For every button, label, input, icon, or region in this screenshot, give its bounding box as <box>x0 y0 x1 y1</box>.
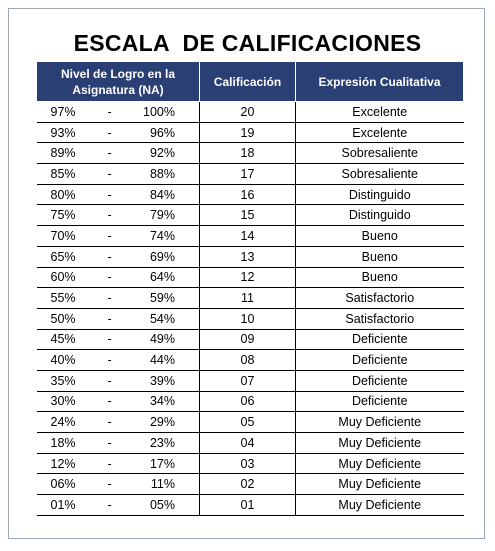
expression-cell: Distinguido <box>296 184 464 205</box>
range-dash: - <box>107 125 112 140</box>
table-row <box>37 122 464 143</box>
range-dash: - <box>107 477 112 492</box>
grade-cell: 20 <box>200 102 296 123</box>
table-row <box>37 329 464 350</box>
range-cell <box>37 184 200 205</box>
range-cell <box>37 226 200 247</box>
range-dash: - <box>107 497 112 512</box>
range-cell <box>37 474 200 495</box>
expression-cell: Excelente <box>296 122 464 143</box>
range-high: 23% <box>149 435 175 450</box>
range-high: 44% <box>149 353 175 368</box>
table-row <box>37 453 464 474</box>
expression-cell: Muy Deficiente <box>296 474 464 495</box>
table-body <box>37 102 464 516</box>
grade-cell: 10 <box>200 308 296 329</box>
range-low: 24% <box>50 415 76 430</box>
range-dash: - <box>107 208 112 223</box>
range-high: 92% <box>149 146 175 161</box>
range-high: 49% <box>149 332 175 347</box>
page-title: ESCALA DE CALIFICACIONES <box>73 30 422 56</box>
range-high: 79% <box>149 208 175 223</box>
table-row <box>37 226 464 247</box>
expression-cell: Bueno <box>296 226 464 247</box>
table-row <box>37 184 464 205</box>
table-header-row <box>37 62 464 102</box>
table-row <box>37 350 464 371</box>
range-dash: - <box>107 291 112 306</box>
range-high: 69% <box>149 249 175 264</box>
expression-cell: Deficiente <box>296 350 464 371</box>
grade-cell: 06 <box>200 391 296 412</box>
range-cell <box>37 288 200 309</box>
range-low: 60% <box>50 270 76 285</box>
grade-cell: 15 <box>200 205 296 226</box>
table-row <box>37 495 464 516</box>
range-low: 70% <box>50 228 76 243</box>
range-dash: - <box>107 311 112 326</box>
grade-cell: 07 <box>200 370 296 391</box>
expression-cell: Satisfactorio <box>296 308 464 329</box>
range-high: 54% <box>149 311 175 326</box>
range-cell <box>37 495 200 516</box>
table-row <box>37 102 464 123</box>
range-high: 96% <box>149 125 175 140</box>
range-high: 100% <box>143 104 175 119</box>
grade-cell: 18 <box>200 143 296 164</box>
range-cell <box>37 164 200 185</box>
range-dash: - <box>107 228 112 243</box>
range-high: 39% <box>149 373 175 388</box>
range-cell <box>37 391 200 412</box>
range-high: 05% <box>149 497 175 512</box>
range-low: 18% <box>50 435 76 450</box>
expression-cell: Bueno <box>296 246 464 267</box>
table-row <box>37 474 464 495</box>
table-row <box>37 143 464 164</box>
range-high: 88% <box>149 166 175 181</box>
expression-cell: Satisfactorio <box>296 288 464 309</box>
table-row <box>37 288 464 309</box>
grade-cell: 12 <box>200 267 296 288</box>
expression-cell: Deficiente <box>296 329 464 350</box>
range-cell <box>37 267 200 288</box>
table-row <box>37 391 464 412</box>
range-high: 84% <box>149 187 175 202</box>
table-row <box>37 412 464 433</box>
grade-cell: 09 <box>200 329 296 350</box>
range-low: 89% <box>50 146 76 161</box>
range-low: 40% <box>50 353 76 368</box>
expression-cell: Muy Deficiente <box>296 495 464 516</box>
range-low: 75% <box>50 208 76 223</box>
header-expression: Expresión Cualitativa <box>296 62 464 102</box>
expression-cell: Sobresaliente <box>296 143 464 164</box>
range-cell <box>37 370 200 391</box>
range-low: 65% <box>50 249 76 264</box>
range-dash: - <box>107 104 112 119</box>
grade-cell: 08 <box>200 350 296 371</box>
range-low: 85% <box>50 166 76 181</box>
header-range: Nivel de Logro en la Asignatura (NA) <box>37 62 200 102</box>
range-high: 59% <box>149 291 175 306</box>
table-row <box>37 246 464 267</box>
range-high: 11% <box>150 477 175 492</box>
range-low: 30% <box>50 394 76 409</box>
range-cell <box>37 329 200 350</box>
expression-cell: Deficiente <box>296 391 464 412</box>
range-high: 64% <box>149 270 175 285</box>
range-low: 06% <box>50 477 76 492</box>
range-dash: - <box>107 249 112 264</box>
grading-scale-table <box>36 61 464 516</box>
range-high: 29% <box>149 415 175 430</box>
grade-cell: 01 <box>200 495 296 516</box>
table-row <box>37 370 464 391</box>
table-row <box>37 164 464 185</box>
range-low: 50% <box>50 311 76 326</box>
header-grade: Calificación <box>200 62 296 102</box>
grade-cell: 02 <box>200 474 296 495</box>
expression-cell: Excelente <box>296 102 464 123</box>
range-cell <box>37 453 200 474</box>
expression-cell: Muy Deficiente <box>296 412 464 433</box>
grade-cell: 03 <box>200 453 296 474</box>
range-high: 34% <box>149 394 175 409</box>
table-row <box>37 308 464 329</box>
range-low: 35% <box>50 373 76 388</box>
expression-cell: Muy Deficiente <box>296 433 464 454</box>
grade-cell: 14 <box>200 226 296 247</box>
expression-cell: Sobresaliente <box>296 164 464 185</box>
range-low: 01% <box>50 497 76 512</box>
range-dash: - <box>107 187 112 202</box>
range-high: 74% <box>149 228 175 243</box>
grade-cell: 13 <box>200 246 296 267</box>
range-dash: - <box>107 332 112 347</box>
expression-cell: Deficiente <box>296 370 464 391</box>
range-high: 17% <box>149 456 175 471</box>
range-dash: - <box>107 456 112 471</box>
range-cell <box>37 122 200 143</box>
range-dash: - <box>107 373 112 388</box>
range-cell <box>37 433 200 454</box>
grade-cell: 16 <box>200 184 296 205</box>
range-cell <box>37 102 200 123</box>
range-cell <box>37 246 200 267</box>
range-cell <box>37 350 200 371</box>
range-dash: - <box>107 415 112 430</box>
range-dash: - <box>107 166 112 181</box>
range-low: 93% <box>50 125 76 140</box>
range-dash: - <box>107 394 112 409</box>
table-row <box>37 433 464 454</box>
range-low: 80% <box>50 187 76 202</box>
range-cell <box>37 205 200 226</box>
expression-cell: Bueno <box>296 267 464 288</box>
grade-cell: 04 <box>200 433 296 454</box>
range-low: 55% <box>50 291 76 306</box>
range-dash: - <box>107 353 112 368</box>
range-dash: - <box>107 435 112 450</box>
range-cell <box>37 412 200 433</box>
range-low: 97% <box>50 104 76 119</box>
expression-cell: Muy Deficiente <box>296 453 464 474</box>
range-dash: - <box>107 270 112 285</box>
range-dash: - <box>107 146 112 161</box>
grade-cell: 17 <box>200 164 296 185</box>
range-low: 12% <box>50 456 76 471</box>
range-cell <box>37 143 200 164</box>
grade-cell: 11 <box>200 288 296 309</box>
grade-cell: 05 <box>200 412 296 433</box>
expression-cell: Distinguido <box>296 205 464 226</box>
range-low: 45% <box>50 332 76 347</box>
grade-cell: 19 <box>200 122 296 143</box>
table-row <box>37 205 464 226</box>
range-cell <box>37 308 200 329</box>
table-row <box>37 267 464 288</box>
